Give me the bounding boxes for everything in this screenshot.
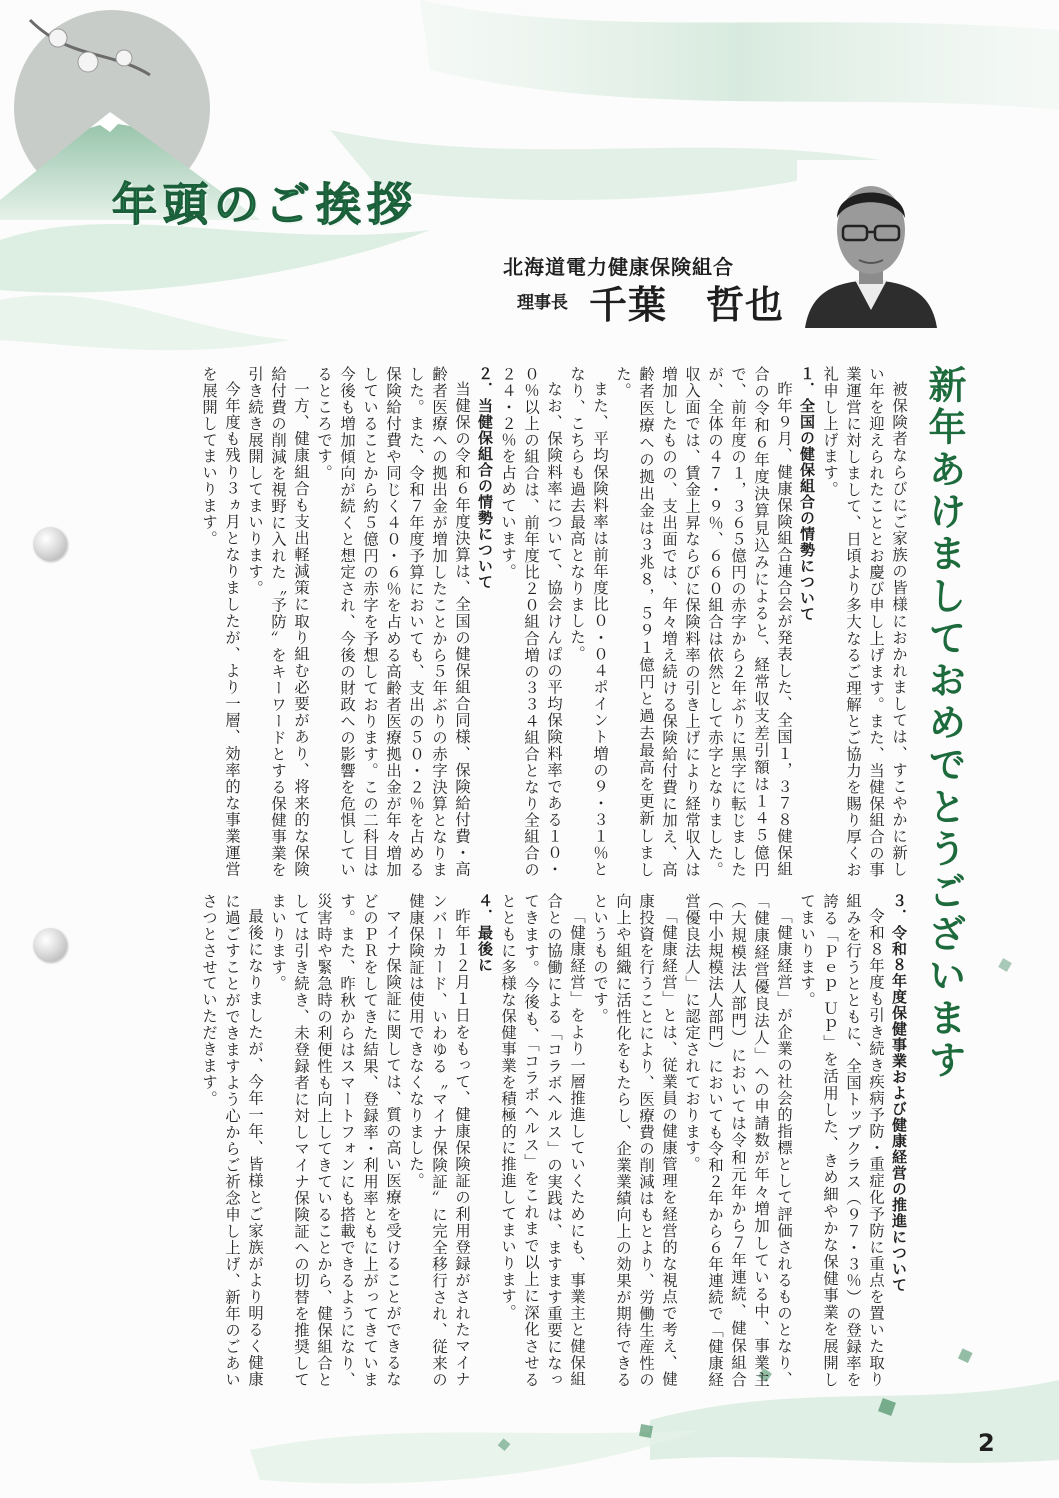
organization-name: 北海道電力健康保険組合 [503, 255, 734, 279]
section-4-paragraph: マイナ保険証に関しては、質の高い医療を受けることができるなどのＰＲをしてきた結果、登録率・利用率ともに上がってきています。また、昨秋からはスマートフォンにも搭載できるようになり、災害時や緊急時の利便性も向上してきていることから、健保組合としては引き続き、未登録者に対しマイナ保険証への切替を推奨してまいります。 [269, 893, 402, 1388]
section-1-paragraph: 昨年９月、健康保険組合連合会が発表した、全国１，３７８健保組合の令和６年度決算見込みによると、経常収支差引額は１４５億円で、前年度の１，３６５億円の赤字から２年ぶりに黒字に転じましたが、全体の４７・９％、６６０組合は依然として赤字となりました。収入面では、賃金上昇ならびに保険料率の引き上げにより経常収入は増加したものの、支出面では、年々増え続ける保険給付費に加え、高齢者医療への拠出金は３兆８，５９１億円と過去最高を更新しました。 [614, 366, 793, 878]
author-position: 理事長 [517, 293, 568, 313]
section-1-paragraph: また、平均保険料率は前年度比０・０４ポイント増の９・３１％となり、こちらも過去最高となりました。 [568, 366, 609, 878]
section-3-paragraph: 「健康経営」が企業の社会的指標として評価されるものとなり、「健康経営優良法人」への申請数が年々増加している中、事業主（大規模法人部門）においては令和元年から７年連続、健保組合（中小規模法人部門）においても令和２年から６年連続で「健康経営優良法人」に認定されております。 [683, 893, 793, 1388]
binder-hole [33, 527, 67, 561]
lower-article-body [85, 893, 910, 1388]
page-title: 年頭のご挨拶 [112, 178, 419, 231]
new-year-headline: 新年あけましておめでとうございます [922, 365, 966, 1083]
section-2-heading: ２．当健保組合の情勢について [476, 366, 494, 590]
section-3-paragraph: 「健康経営」とは、従業員の健康管理を経営的な視点で考え、健康投資を行うことにより、医療費の削減はもとより、労働生産性の向上や組織に活性化をもたらし、企業業績向上の効果が期待できるというものです。 [591, 893, 678, 1388]
section-3-heading: ３．令和８年度保健事業および健康経営の推進について [890, 893, 908, 1293]
section-1-paragraph: なお、保険料率について、協会けんぽの平均保険料率である１０・０％以上の組合は、前年度比２０組合増の３３４組合となり全組合の２４・２％を占めています。 [499, 366, 563, 878]
section-4-heading: ４．最後に [476, 893, 494, 973]
section-2-paragraph: 当健保の令和６年度決算は、全国の健保組合同様、保険給付費・高齢者医療への拠出金が増加したことから５年ぶりの赤字決算となりました。また、令和７年度予算においても、支出の５０・２％を占める保険給付費や同じく４０・６％を占める高齢者医療拠出金が年々増加していることから約５億円の赤字を予想しております。この二科目は今後も増加傾向が続くと想定され、今後の財政への影響を危惧しているところです。 [315, 366, 471, 878]
section-4-paragraph: 最後になりましたが、今年一年、皆様とご家族がより明るく健康に過ごすことができますよう心からご祈念申し上げ、新年のごあいさつとさせていただきます。 [200, 893, 264, 1388]
section-1-heading: １．全国の健保組合の情勢について [798, 366, 816, 622]
upper-article-body [85, 366, 910, 878]
section-3-paragraph: 「健康経営」をより一層推進していくためにも、事業主と健保組合との協働による「コラボヘルス」の実践は、ますます重要になってきます。今後も、「コラボヘルス」をこれまで以上に深化させるとともに多様な保健事業を積極的に推進してまいります。 [499, 893, 586, 1388]
section-4-paragraph: 昨年１２月１日をもって、健康保険証の利用登録がされたマイナンバーカード、いわゆる〝マイナ保険証〟に完全移行され、従来の健康保険証は使用できなくなりました。 [407, 893, 471, 1388]
section-2-paragraph: 一方、健康組合も支出軽減策に取り組む必要があり、将来的な保険給付費の削減を視野に入れた〝予防〟をキーワードとする保健事業を引き続き展開してまいります。 [246, 366, 310, 878]
author-name: 千葉 哲也 [589, 282, 785, 327]
page-number: 2 [978, 1429, 995, 1457]
intro-paragraph: 被保険者ならびにご家族の皆様におかれましては、すこやかに新しい年を迎えられたこととお慶び申し上げます。また、当健保組合の事業運営に対しまして、日頃より多大なるご理解とご協力を賜り厚くお礼申し上げます。 [821, 366, 908, 878]
binder-hole [33, 928, 67, 962]
section-2-paragraph: 今年度も残り３ヵ月となりましたが、より一層、効率的な事業運営を展開してまいります。 [200, 366, 241, 878]
chairman-portrait [797, 160, 945, 328]
section-3-paragraph: 令和８年度も引き続き疾病予防・重症化予防に重点を置いた取り組みを行うとともに、全国トップクラス（９７・３％）の登録率を誇る「Ｐｅｐ Ｕｐ」を活用した、きめ細やかな保健事業を展開してまいります。 [798, 893, 885, 1388]
